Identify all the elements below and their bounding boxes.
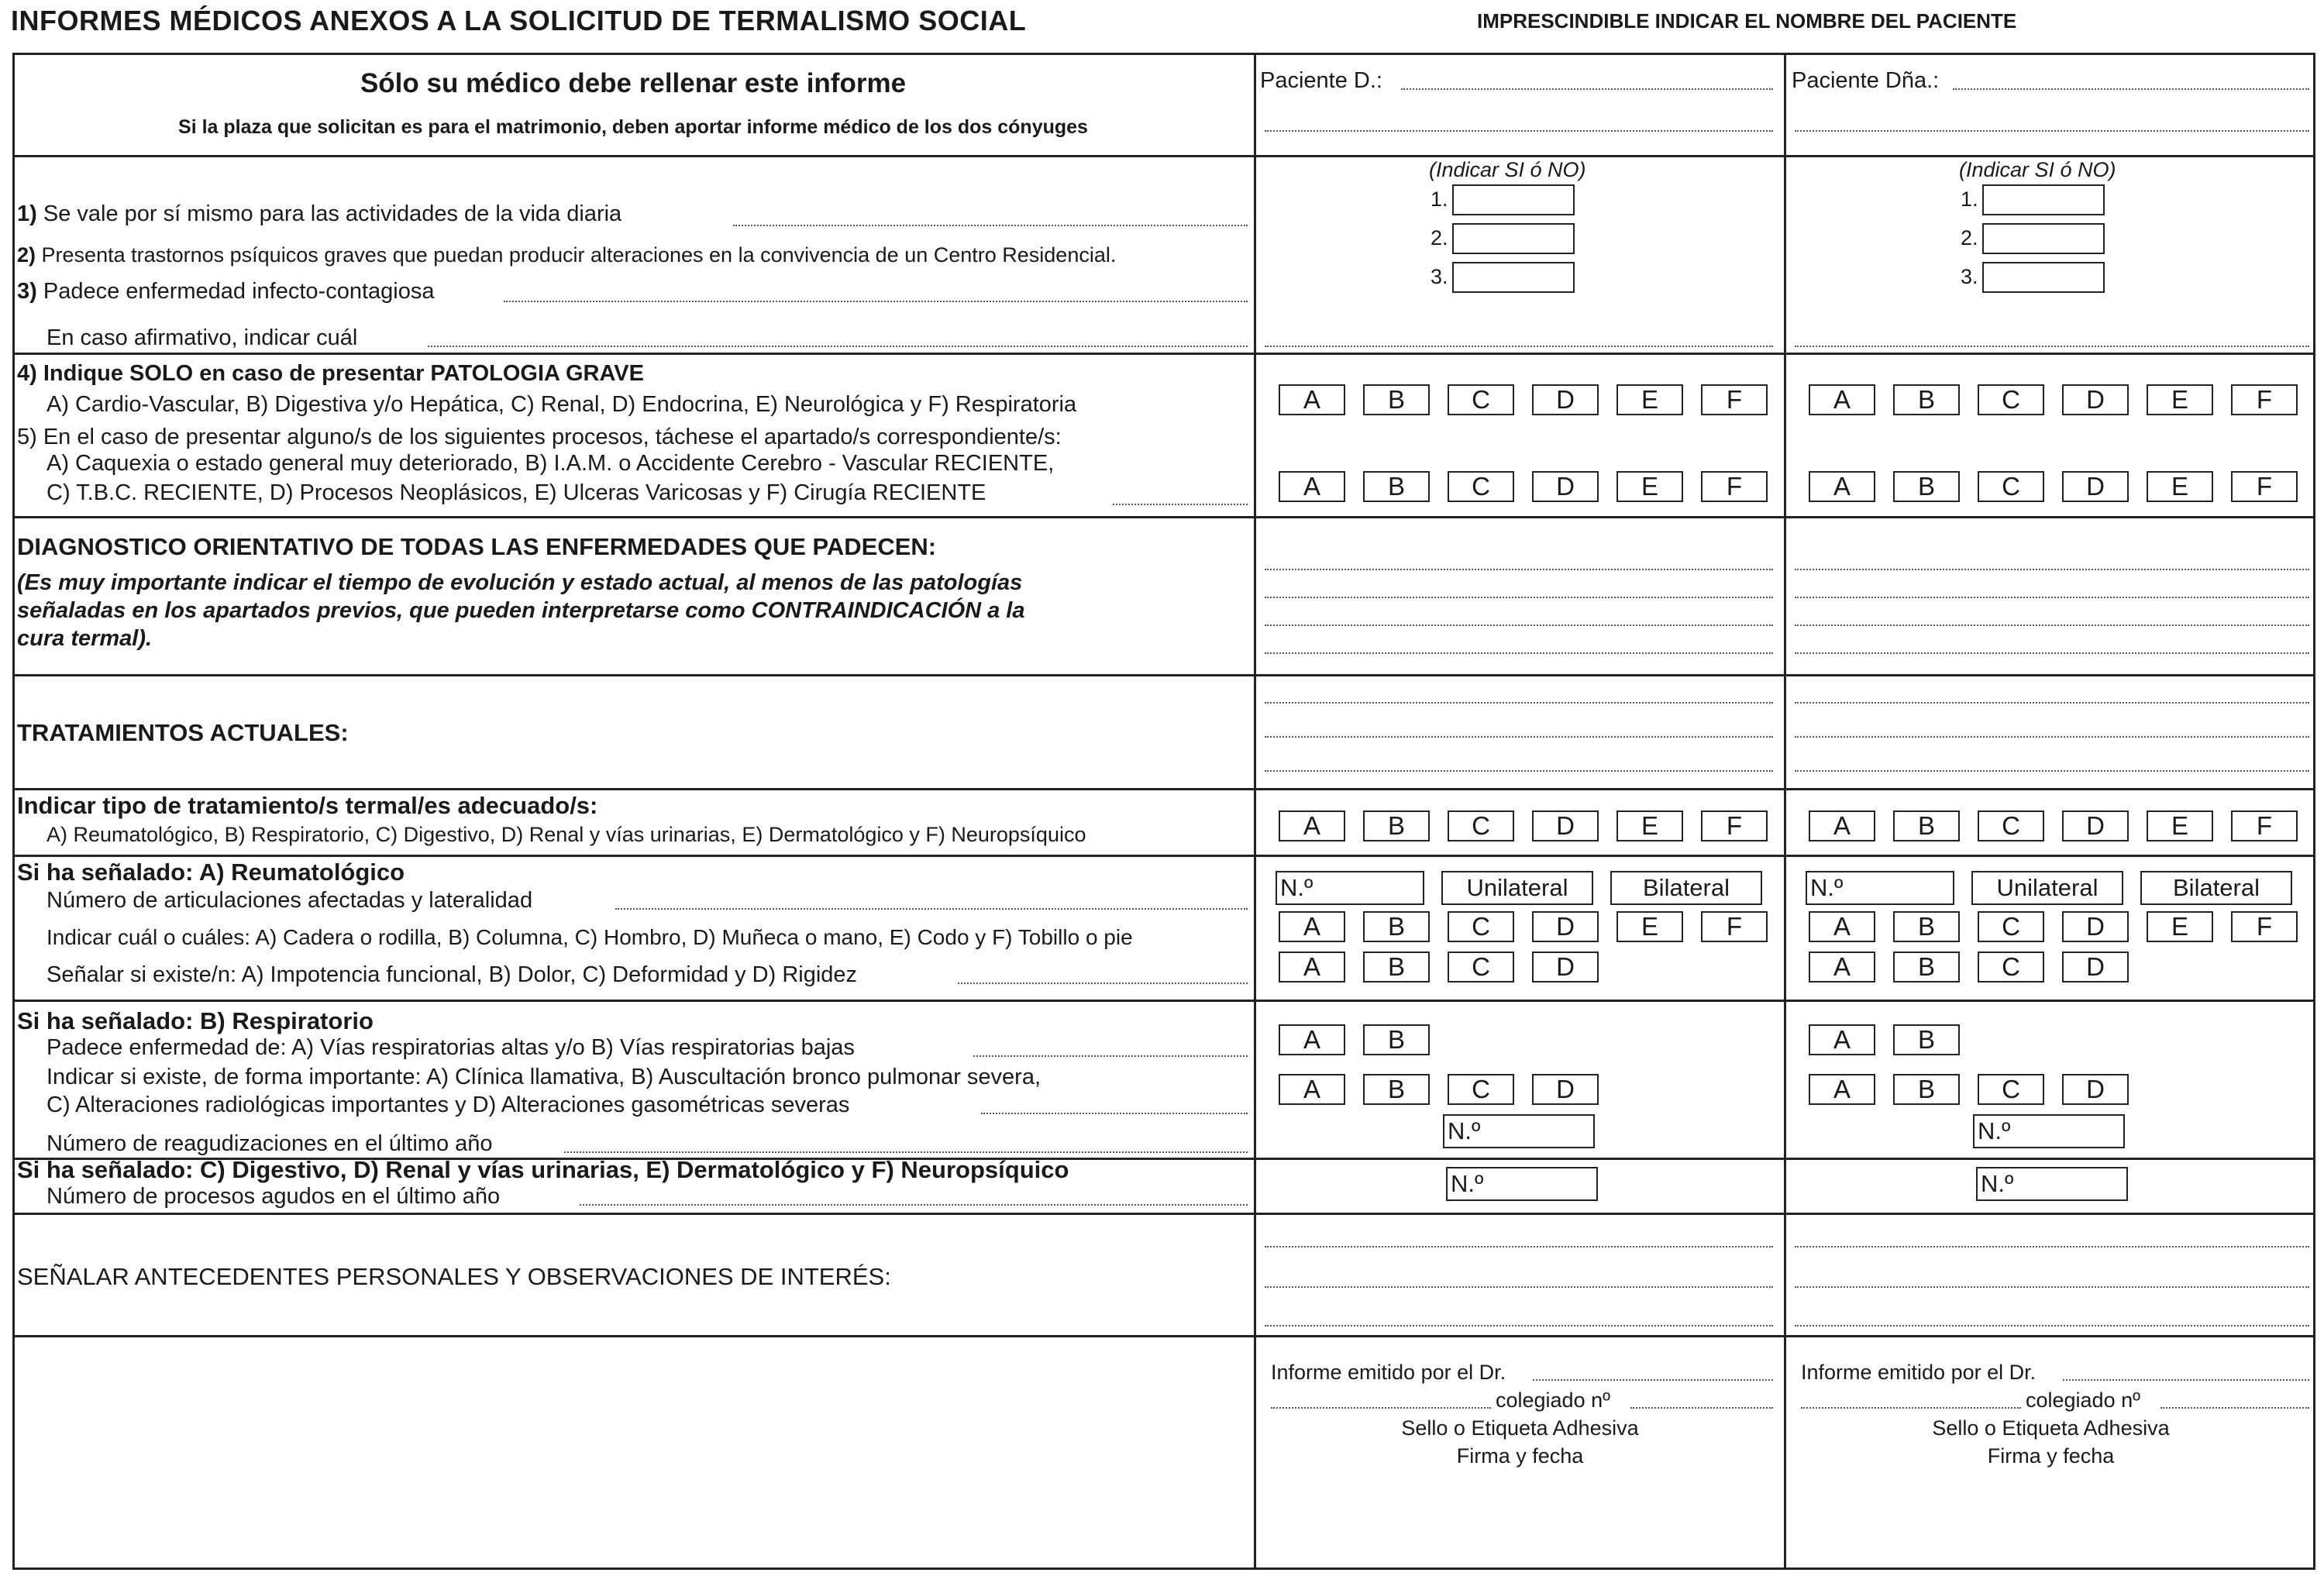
dotted-leader [733, 225, 1248, 226]
resp-signs-option-male[interactable]: C [1448, 1074, 1514, 1105]
write-in-line-female[interactable] [1795, 625, 2309, 626]
colegiado-field-left[interactable] [1801, 1407, 2021, 1409]
reuma-location-option-male[interactable]: E [1616, 911, 1683, 942]
resp-line-1: Padece enfermedad de: A) Vías respiratorias altas y/o B) Vías respiratorias bajas [46, 1035, 855, 1060]
termal-option-female[interactable]: A [1809, 810, 1875, 841]
document-title: INFORMES MÉDICOS ANEXOS A LA SOLICITUD DE TERMALISMO SOCIAL [11, 5, 1027, 36]
section-5-option-female[interactable]: B [1893, 471, 1960, 502]
section-4-option-female[interactable]: E [2147, 384, 2213, 415]
write-in-line-male[interactable] [1265, 569, 1773, 570]
colegiado-field-left[interactable] [1271, 1407, 1491, 1409]
reuma-condition-option-male[interactable]: B [1363, 952, 1430, 982]
antecedentes-title: SEÑALAR ANTECEDENTES PERSONALES Y OBSERVACIONES DE INTERÉS: [17, 1263, 891, 1290]
section-4-option-male[interactable]: E [1616, 384, 1683, 415]
termal-option-female[interactable]: B [1893, 810, 1960, 841]
section-5-title: 5) En el caso de presentar alguno/s de los siguientes procesos, táchese el apartado/s correspondiente/s: [17, 425, 1062, 449]
question-1 [17, 203, 621, 225]
resp-signs-option-female[interactable]: A [1809, 1074, 1875, 1105]
reuma-condition-option-female[interactable]: C [1978, 952, 2044, 982]
dotted-leader [580, 1204, 1248, 1206]
form-heading: Sólo su médico debe rellenar este informe [360, 68, 907, 98]
section-5-option-male[interactable]: A [1279, 471, 1345, 502]
section-4-option-female[interactable]: A [1809, 384, 1875, 415]
write-in-line-female[interactable] [1795, 1286, 2309, 1288]
sello-label: Sello o Etiqueta Adhesiva [1401, 1416, 1639, 1440]
section-5-option-female[interactable]: A [1809, 471, 1875, 502]
question-1-text: Se vale por sí mismo para las actividades de la vida diaria [43, 201, 622, 226]
dotted-leader [958, 982, 1248, 984]
question-3-text: Padece enfermedad infecto-contagiosa [43, 279, 435, 304]
reuma-location-option-female[interactable]: B [1893, 911, 1960, 942]
section-4-option-male[interactable]: A [1279, 384, 1345, 415]
answer-2-box-male[interactable] [1452, 223, 1575, 254]
tratamientos-title: TRATAMIENTOS ACTUALES: [17, 719, 349, 746]
write-in-line-female[interactable] [1795, 569, 2309, 570]
question-number: 2) [17, 243, 36, 267]
patient-male-field-line2[interactable] [1265, 130, 1773, 132]
section-4-title: 4) Indique SOLO en caso de presentar PATOLOGIA GRAVE [17, 361, 644, 386]
patient-female-label: Paciente Dña.: [1792, 68, 1940, 93]
column-divider-right [1784, 53, 1786, 1570]
termal-option-male[interactable]: E [1616, 810, 1683, 841]
indicate-si-no-label: (Indicar SI ó NO) [1429, 158, 1586, 181]
write-in-line-female[interactable] [1795, 702, 2309, 704]
dotted-leader [1113, 504, 1248, 505]
reagudizaciones-number-box-female[interactable]: N.º [1973, 1114, 2125, 1148]
section-5-option-female[interactable]: C [1978, 471, 2044, 502]
row-divider [12, 516, 2315, 518]
reuma-condition-option-female[interactable]: B [1893, 952, 1960, 982]
unilateral-box-female[interactable]: Unilateral [1971, 871, 2123, 905]
answer-number: 2. [1961, 226, 1978, 249]
reagudizaciones-number-box-male[interactable]: N.º [1443, 1114, 1595, 1148]
write-in-line-female[interactable] [1795, 770, 2309, 772]
write-in-line-female[interactable] [1795, 1325, 2309, 1327]
resp-via-option-female[interactable]: B [1893, 1024, 1960, 1055]
termal-option-male[interactable]: C [1448, 810, 1514, 841]
dotted-leader [973, 1055, 1248, 1057]
row-divider [12, 353, 2315, 355]
section-5-line-2: C) T.B.C. RECIENTE, D) Procesos Neoplásicos, E) Ulceras Varicosas y F) Cirugía RECIENTE [46, 480, 986, 505]
question-number: 3) [17, 279, 37, 304]
section-4-option-male[interactable]: B [1363, 384, 1430, 415]
section-4-option-male[interactable]: D [1532, 384, 1599, 415]
row-divider [12, 855, 2315, 857]
dotted-leader [615, 908, 1248, 910]
reuma-location-option-female[interactable]: E [2147, 911, 2213, 942]
write-in-line-female[interactable] [1795, 1246, 2309, 1247]
emitido-label: Informe emitido por el Dr. [1801, 1361, 2037, 1384]
write-in-line-male[interactable] [1265, 597, 1773, 598]
reuma-line-1: Número de articulaciones afectadas y lateralidad [46, 888, 533, 913]
resp-line-3: C) Alteraciones radiológicas importantes y D) Alteraciones gasométricas severas [46, 1093, 850, 1117]
emitido-label: Informe emitido por el Dr. [1271, 1361, 1506, 1384]
reuma-location-option-female[interactable]: D [2062, 911, 2129, 942]
reuma-location-option-female[interactable]: C [1978, 911, 2044, 942]
reuma-location-option-female[interactable]: F [2231, 911, 2298, 942]
reuma-title: Si ha señalado: A) Reumatológico [17, 859, 405, 886]
row-divider [12, 155, 2315, 157]
resp-line-4: Número de reagudizaciones en el último año [46, 1131, 493, 1156]
patient-name-note: IMPRESCINDIBLE INDICAR EL NOMBRE DEL PACIENTE [1477, 9, 2017, 33]
doctor-name-field[interactable] [1533, 1379, 1773, 1381]
section-5-option-male[interactable]: D [1532, 471, 1599, 502]
termal-option-female[interactable]: C [1978, 810, 2044, 841]
section-5-line-1: A) Caquexia o estado general muy deteriorado, B) I.A.M. o Accidente Cerebro - Vascular RECIENTE, [46, 451, 1055, 476]
dotted-leader [981, 1113, 1248, 1114]
write-in-line-male[interactable] [1265, 625, 1773, 626]
otros-title: Si ha señalado: C) Digestivo, D) Renal y vías urinarias, E) Dermatológico y F) Neuropsíquico [17, 1156, 1069, 1183]
reuma-location-option-male[interactable]: A [1279, 911, 1345, 942]
termal-option-male[interactable]: A [1279, 810, 1345, 841]
termal-title: Indicar tipo de tratamiento/s termal/es adecuado/s: [17, 792, 598, 819]
section-4-option-male[interactable]: C [1448, 384, 1514, 415]
write-in-line-female[interactable] [1795, 736, 2309, 738]
question-2 [17, 245, 1116, 266]
resp-via-option-male[interactable]: B [1363, 1024, 1430, 1055]
answer-number: 1. [1431, 188, 1448, 211]
section-5-option-female[interactable]: E [2147, 471, 2213, 502]
write-in-line-male[interactable] [1265, 1286, 1773, 1288]
diagnostico-title: DIAGNOSTICO ORIENTATIVO DE TODAS LAS ENFERMEDADES QUE PADECEN: [17, 533, 937, 560]
write-in-line-male[interactable] [1265, 736, 1773, 738]
question-2-text: Presenta trastornos psíquicos graves que puedan producir alteraciones en la convivencia de un Centro Residencial. [41, 243, 1117, 267]
colegiado-label: colegiado nº [1496, 1389, 1610, 1412]
patient-male-label: Paciente D.: [1260, 68, 1382, 93]
column-divider-left [1254, 53, 1256, 1570]
write-in-line-male[interactable] [1265, 702, 1773, 704]
patient-female-field[interactable] [1953, 88, 2309, 90]
question-3-detail-field-female[interactable] [1795, 346, 2309, 347]
unilateral-box-male[interactable]: Unilateral [1441, 871, 1593, 905]
termal-option-female[interactable]: D [2062, 810, 2129, 841]
resp-via-option-female[interactable]: A [1809, 1024, 1875, 1055]
procesos-number-box-female[interactable]: N.º [1976, 1167, 2128, 1201]
section-4-options: A) Cardio-Vascular, B) Digestiva y/o Hepática, C) Renal, D) Endocrina, E) Neurológica y F) Respiratoria [46, 392, 1077, 417]
section-5-option-male[interactable]: B [1363, 471, 1430, 502]
row-divider [12, 1213, 2315, 1215]
colegiado-label: colegiado nº [2026, 1389, 2140, 1412]
colegiado-number-field[interactable] [1630, 1407, 1773, 1409]
section-5-option-male[interactable]: F [1701, 471, 1768, 502]
reuma-location-option-female[interactable]: A [1809, 911, 1875, 942]
section-5-option-male[interactable]: E [1616, 471, 1683, 502]
section-4-option-female[interactable]: B [1893, 384, 1960, 415]
question-3-detail: En caso afirmativo, indicar cuál [46, 325, 358, 350]
answer-2-box-female[interactable] [1982, 223, 2105, 254]
write-in-line-female[interactable] [1795, 652, 2309, 654]
question-3-detail-field-male[interactable] [1265, 346, 1773, 347]
reuma-location-option-male[interactable]: C [1448, 911, 1514, 942]
reuma-line-2: Indicar cuál o cuáles: A) Cadera o rodilla, B) Columna, C) Hombro, D) Muñeca o mano, E) Codo y F) Tobillo o pie [46, 925, 1133, 949]
reuma-condition-option-male[interactable]: D [1532, 952, 1599, 982]
answer-number: 2. [1431, 226, 1448, 249]
indicate-si-no-label: (Indicar SI ó NO) [1959, 158, 2116, 181]
resp-title: Si ha señalado: B) Respiratorio [17, 1007, 374, 1034]
termal-option-male[interactable]: F [1701, 810, 1768, 841]
section-4-option-female[interactable]: C [1978, 384, 2044, 415]
dotted-leader [564, 1151, 1248, 1153]
resp-signs-option-female[interactable]: D [2062, 1074, 2129, 1105]
reuma-condition-option-female[interactable]: A [1809, 952, 1875, 982]
form-subheading: Si la plaza que solicitan es para el matrimonio, deben aportar informe médico de los dos cónyuges [178, 116, 1088, 138]
question-3-detail-field[interactable] [428, 346, 1248, 347]
answer-number: 3. [1431, 265, 1448, 288]
reuma-location-option-male[interactable]: D [1532, 911, 1599, 942]
section-4-option-male[interactable]: F [1701, 384, 1768, 415]
articulaciones-number-box-female[interactable]: N.º [1806, 871, 1954, 905]
termal-option-male[interactable]: B [1363, 810, 1430, 841]
answer-1-box-male[interactable] [1452, 184, 1575, 215]
section-5-option-male[interactable]: C [1448, 471, 1514, 502]
row-divider [12, 1335, 2315, 1337]
reuma-location-option-male[interactable]: B [1363, 911, 1430, 942]
termal-options: A) Reumatológico, B) Respiratorio, C) Digestivo, D) Renal y vías urinarias, E) Dermatológico y F) Neuropsíquico [46, 823, 1086, 846]
write-in-line-female[interactable] [1795, 597, 2309, 598]
resp-signs-option-male[interactable]: B [1363, 1074, 1430, 1105]
doctor-name-field[interactable] [2063, 1379, 2309, 1381]
resp-signs-option-female[interactable]: B [1893, 1074, 1960, 1105]
question-3 [17, 280, 434, 303]
termal-option-male[interactable]: D [1532, 810, 1599, 841]
section-5-option-female[interactable]: F [2231, 471, 2298, 502]
procesos-number-box-male[interactable]: N.º [1446, 1167, 1598, 1201]
row-divider [12, 674, 2315, 676]
row-divider [12, 1000, 2315, 1002]
answer-3-box-male[interactable] [1452, 262, 1575, 293]
reuma-line-3: Señalar si existe/n: A) Impotencia funcional, B) Dolor, C) Deformidad y D) Rigidez [46, 962, 858, 987]
answer-3-box-female[interactable] [1982, 262, 2105, 293]
resp-via-option-male[interactable]: A [1279, 1024, 1345, 1055]
resp-signs-option-male[interactable]: D [1532, 1074, 1599, 1105]
termal-option-female[interactable]: F [2231, 810, 2298, 841]
reuma-location-option-male[interactable]: F [1701, 911, 1768, 942]
answer-number: 1. [1961, 188, 1978, 211]
reuma-condition-option-male[interactable]: C [1448, 952, 1514, 982]
diagnostico-note-line-3: cura termal). [17, 626, 153, 651]
resp-signs-option-male[interactable]: A [1279, 1074, 1345, 1105]
answer-1-box-female[interactable] [1982, 184, 2105, 215]
termal-option-female[interactable]: E [2147, 810, 2213, 841]
otros-line-1: Número de procesos agudos en el último año [46, 1184, 501, 1209]
row-divider [12, 788, 2315, 790]
articulaciones-number-box-male[interactable]: N.º [1276, 871, 1424, 905]
write-in-line-male[interactable] [1265, 652, 1773, 654]
patient-male-field[interactable] [1401, 88, 1773, 90]
reuma-condition-option-male[interactable]: A [1279, 952, 1345, 982]
patient-female-field-line2[interactable] [1795, 130, 2309, 132]
section-4-option-female[interactable]: D [2062, 384, 2129, 415]
write-in-line-male[interactable] [1265, 770, 1773, 772]
reuma-condition-option-female[interactable]: D [2062, 952, 2129, 982]
dotted-leader [504, 301, 1248, 302]
firma-label: Firma y fecha [1456, 1444, 1584, 1468]
write-in-line-male[interactable] [1265, 1325, 1773, 1327]
firma-label: Firma y fecha [1987, 1444, 2115, 1468]
diagnostico-note-line-1: (Es muy importante indicar el tiempo de evolución y estado actual, al menos de las patologías [17, 570, 1023, 595]
sello-label: Sello o Etiqueta Adhesiva [1932, 1416, 2170, 1440]
question-number: 1) [17, 201, 37, 226]
colegiado-number-field[interactable] [2160, 1407, 2309, 1409]
section-4-option-female[interactable]: F [2231, 384, 2298, 415]
resp-signs-option-female[interactable]: C [1978, 1074, 2044, 1105]
write-in-line-male[interactable] [1265, 1246, 1773, 1247]
bilateral-box-female[interactable]: Bilateral [2140, 871, 2292, 905]
diagnostico-note-line-2: señaladas en los apartados previos, que pueden interpretarse como CONTRAINDICACIÓN a la [17, 598, 1025, 623]
section-5-option-female[interactable]: D [2062, 471, 2129, 502]
bilateral-box-male[interactable]: Bilateral [1610, 871, 1762, 905]
answer-number: 3. [1961, 265, 1978, 288]
resp-line-2: Indicar si existe, de forma importante: A) Clínica llamativa, B) Auscultación bronco pulmonar severa, [46, 1065, 1041, 1089]
